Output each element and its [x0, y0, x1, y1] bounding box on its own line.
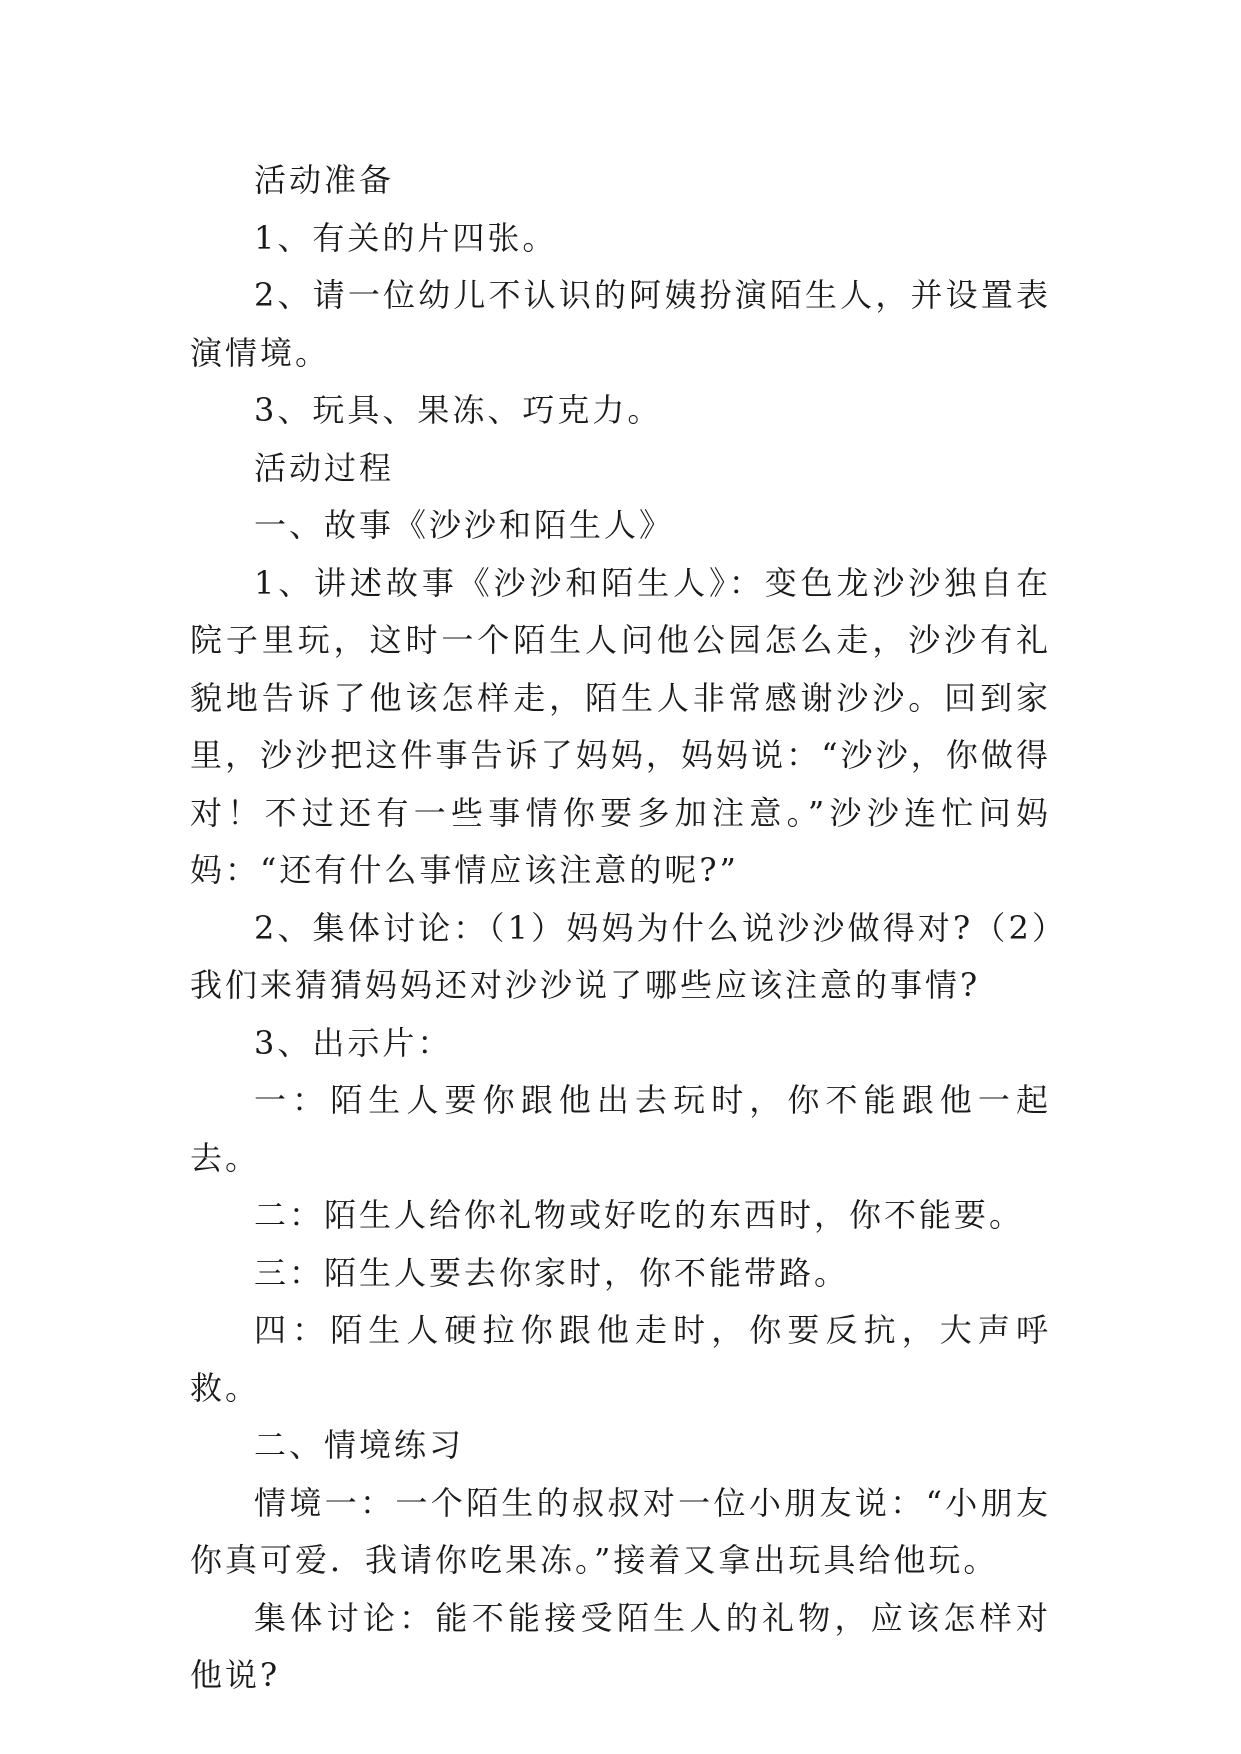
paragraph-rule-1: 一：陌生人要你跟他出去玩时，你不能跟他一起去。 — [190, 1081, 1051, 1177]
paragraph-scenario-1: 情境一：一个陌生的叔叔对一位小朋友说：“小朋友你真可爱．我请你吃果冻。”接着又拿出玩具给他玩。 — [190, 1483, 1051, 1579]
paragraph-rule-4: 四：陌生人硬拉你跟他走时，你要反抗，大声呼救。 — [190, 1311, 1051, 1407]
paragraph-discussion: 2、集体讨论：（1）妈妈为什么说沙沙做得对?（2）我们来猜猜妈妈还对沙沙说了哪些应该注意的事情? — [190, 908, 1051, 1004]
paragraph-group-discussion: 集体讨论：能不能接受陌生人的礼物，应该怎样对他说? — [190, 1598, 1051, 1694]
paragraph-prep-item-1: 1、有关的片四张。 — [254, 218, 558, 257]
subheading-story: 一、故事《沙沙和陌生人》 — [254, 506, 675, 544]
subheading-scenario-practice: 二、情境练习 — [254, 1426, 465, 1464]
paragraph-rule-3: 三：陌生人要去你家时，你不能带路。 — [254, 1253, 850, 1292]
section-heading-preparation: 活动准备 — [254, 161, 395, 199]
paragraph-show-pictures: 3、出示片： — [254, 1023, 453, 1062]
paragraph-story: 1、讲述故事《沙沙和陌生人》：变色龙沙沙独自在院子里玩，这时一个陌生人问他公园怎么走，沙沙有礼貌地告诉了他该怎样走，陌生人非常感谢沙沙。回到家里，沙沙把这件事告诉了妈妈，妈妈说：“沙沙，你做得对！不过还有一些事情你要多加注意。”沙沙连忙问妈妈：“还有什么事情应该注意的呢?” — [190, 563, 1051, 889]
paragraph-rule-2: 二：陌生人给你礼物或好吃的东西时，你不能要。 — [254, 1196, 1025, 1234]
paragraph-prep-item-2: 2、请一位幼儿不认识的阿姨扮演陌生人，并设置表演情境。 — [190, 276, 1051, 372]
paragraph-prep-item-3: 3、玩具、果冻、巧克力。 — [254, 391, 663, 429]
section-heading-process: 活动过程 — [254, 448, 395, 487]
